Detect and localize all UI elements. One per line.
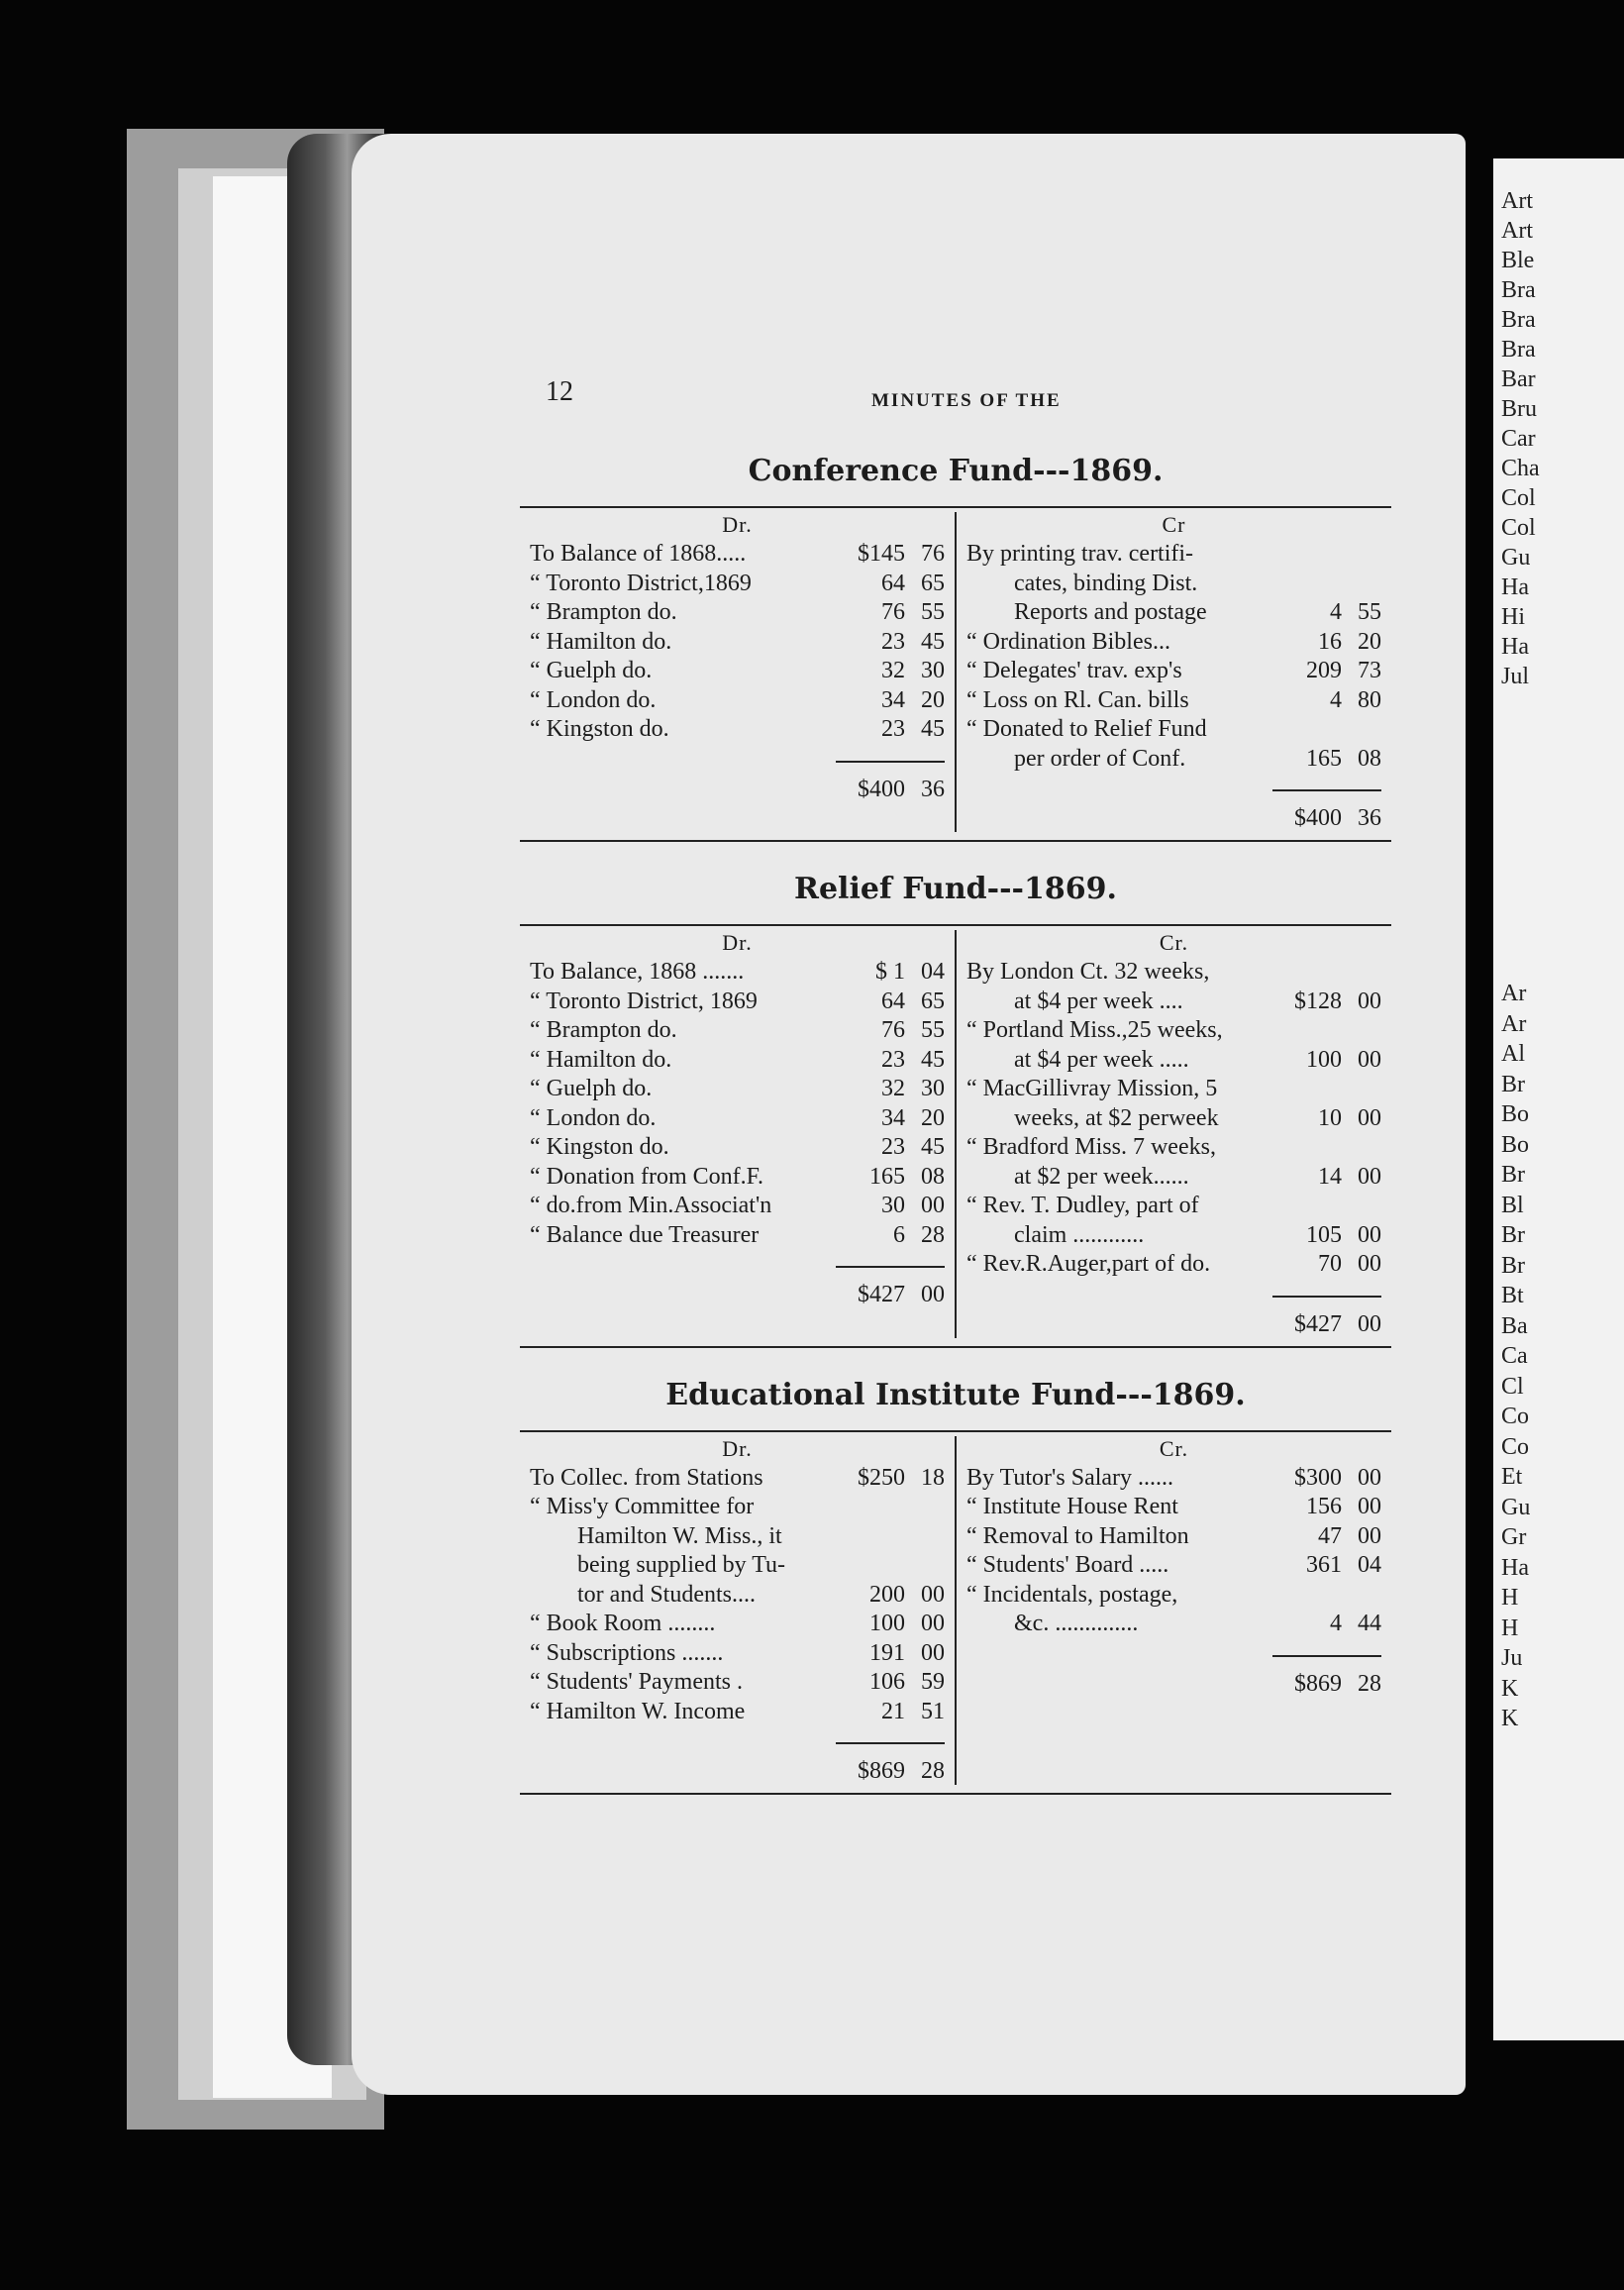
total-cents: 00	[1358, 1310, 1381, 1337]
entry-dollars: 200	[869, 1581, 905, 1608]
total-amount	[836, 761, 945, 803]
ledger-row	[966, 1610, 1381, 1639]
entry-cents: 45	[921, 716, 945, 742]
entry-dollars: $145	[858, 541, 905, 567]
facing-page-text: Co	[1501, 1433, 1530, 1460]
entry-description: By London Ct. 32 weeks,	[966, 959, 1210, 985]
facing-page-text: Art	[1501, 188, 1533, 214]
page-number: 12	[546, 376, 573, 407]
entry-cents: 00	[921, 1581, 945, 1608]
entry-description: “ Hamilton W. Income	[530, 1698, 746, 1724]
facing-page-text: Ju	[1501, 1645, 1523, 1671]
entry-description: at $4 per week ....	[1014, 988, 1183, 1014]
entry-cents: 20	[921, 1104, 945, 1131]
ledger-row	[966, 598, 1381, 628]
entry-cents: 00	[1358, 1522, 1381, 1549]
ledger-row	[530, 1668, 945, 1698]
facing-page-text: Bo	[1501, 1101, 1530, 1127]
facing-page-text: Bra	[1501, 307, 1536, 333]
facing-page-text: Br	[1501, 1222, 1525, 1248]
entry-dollars: 32	[881, 1076, 905, 1101]
total-dollars: $400	[858, 776, 905, 802]
total-amount	[1272, 1296, 1381, 1338]
ledger-row	[530, 715, 945, 745]
facing-page-text: Car	[1501, 426, 1536, 452]
cr-total	[966, 1649, 1381, 1698]
entry-cents: 45	[921, 628, 945, 655]
entry-description: “ Guelph do.	[530, 658, 653, 683]
entry-cents: 00	[1358, 1046, 1381, 1073]
total-dollars: $427	[1294, 1310, 1342, 1337]
facing-page-text: Col	[1501, 485, 1536, 511]
entry-dollars: 361	[1306, 1552, 1342, 1578]
fund-title: Educational Institute Fund---1869.	[665, 1377, 1246, 1412]
ledger-row	[530, 988, 945, 1017]
entry-cents: 59	[921, 1669, 945, 1695]
entry-description: per order of Conf.	[1014, 745, 1186, 772]
facing-page-text: Gu	[1501, 545, 1531, 571]
entry-dollars: 64	[881, 988, 905, 1014]
entry-dollars: 76	[881, 599, 905, 625]
entry-description: weeks, at $2 perweek	[1014, 1104, 1219, 1131]
ledger-row	[966, 686, 1381, 716]
entry-dollars: 10	[1318, 1104, 1342, 1131]
entry-cents: 00	[1358, 1104, 1381, 1131]
credit-column	[957, 930, 1391, 1338]
entry-description: “ Toronto District, 1869	[530, 988, 758, 1014]
entry-cents	[1342, 715, 1381, 745]
facing-page-text: Bt	[1501, 1283, 1524, 1308]
ledger-row	[530, 1016, 945, 1046]
facing-page-text: K	[1501, 1706, 1519, 1731]
dr-heading: Dr.	[722, 1435, 753, 1461]
ledger-row	[530, 686, 945, 716]
ledger-row	[966, 1522, 1381, 1552]
entry-dollars: 14	[1318, 1163, 1342, 1190]
entry-dollars	[1278, 1581, 1342, 1611]
entry-description: at $4 per week .....	[1014, 1046, 1189, 1073]
entry-cents: 04	[921, 959, 945, 985]
running-header	[520, 366, 1391, 416]
ledger-row	[966, 988, 1381, 1017]
entry-cents: 08	[921, 1163, 945, 1190]
entry-dollars: 30	[881, 1193, 905, 1218]
entry-description: “ Subscriptions .......	[530, 1639, 724, 1666]
entry-cents: 28	[921, 1221, 945, 1248]
dr-total	[530, 755, 945, 803]
ledger-row	[966, 1104, 1381, 1134]
entry-description: “ Kingston do.	[530, 1134, 669, 1160]
entry-description: “ Students' Payments .	[530, 1669, 743, 1695]
entry-cents: 00	[921, 1611, 945, 1636]
entry-description: &c. ..............	[1014, 1611, 1139, 1636]
entry-cents: 45	[921, 1134, 945, 1160]
ledger-row	[966, 958, 1381, 988]
entry-description: By printing trav. certifi-	[966, 541, 1194, 567]
entry-cents	[905, 1551, 945, 1581]
ledger-row	[530, 958, 945, 988]
total-cents: 36	[921, 776, 945, 802]
entry-dollars: 76	[881, 1017, 905, 1043]
facing-page-text: Bra	[1501, 337, 1536, 363]
total-amount	[1272, 789, 1381, 832]
ledger-row	[530, 1046, 945, 1076]
entry-dollars: 191	[869, 1639, 905, 1666]
total-dollars: $869	[858, 1758, 905, 1784]
facing-page-text: Col	[1501, 515, 1536, 541]
credit-column	[957, 1436, 1391, 1786]
entry-description: “ Hamilton do.	[530, 1046, 672, 1073]
entry-description: To Collec. from Stations	[530, 1464, 763, 1491]
entry-dollars: 23	[881, 716, 905, 742]
entry-cents: 08	[1358, 745, 1381, 772]
ledger-row	[966, 1075, 1381, 1104]
entry-dollars: 70	[1318, 1251, 1342, 1277]
entry-cents: 30	[921, 1076, 945, 1101]
total-dollars: $427	[858, 1282, 905, 1307]
total-dollars: $869	[1294, 1670, 1342, 1697]
cr-heading: Cr	[1162, 512, 1186, 537]
facing-page-text: Bl	[1501, 1192, 1524, 1218]
entry-cents	[1342, 1192, 1381, 1221]
entry-cents: 00	[1358, 1251, 1381, 1277]
entry-dollars: $300	[1294, 1464, 1342, 1491]
ledger-row	[966, 1192, 1381, 1221]
facing-page-text: Ar	[1501, 1010, 1527, 1037]
ledger-row	[530, 1221, 945, 1251]
ledger-row	[530, 1551, 945, 1581]
entry-dollars: 23	[881, 1134, 905, 1160]
entry-dollars: 4	[1330, 686, 1342, 713]
entry-cents: 20	[1358, 628, 1381, 655]
facing-page-text: Et	[1501, 1464, 1523, 1490]
ledger-row	[966, 745, 1381, 775]
entry-cents	[1342, 958, 1381, 988]
entry-dollars: 47	[1318, 1522, 1342, 1549]
ledger-row	[966, 715, 1381, 745]
entry-dollars: 34	[881, 686, 905, 713]
entry-dollars: 105	[1306, 1221, 1342, 1248]
entry-description: “ Kingston do.	[530, 716, 669, 742]
facing-page-text: Ha	[1501, 634, 1529, 660]
ledger-row	[966, 1493, 1381, 1522]
entry-cents: 65	[921, 988, 945, 1014]
total-amount	[836, 1742, 945, 1785]
facing-page-text: Art	[1501, 218, 1533, 244]
facing-page-text: Bo	[1501, 1131, 1530, 1158]
facing-page-text: Cl	[1501, 1373, 1524, 1400]
facing-page-text: Ca	[1501, 1343, 1528, 1369]
facing-page-text: Bra	[1501, 277, 1536, 303]
entry-cents: 18	[921, 1464, 945, 1491]
entry-description: By Tutor's Salary ......	[966, 1464, 1174, 1491]
dr-total	[530, 1260, 945, 1308]
entry-cents	[905, 1493, 945, 1522]
entry-dollars: 4	[1330, 599, 1342, 625]
entry-dollars: 32	[881, 658, 905, 683]
ledger-table	[520, 924, 1391, 1348]
entry-description: at $2 per week......	[1014, 1163, 1189, 1190]
entry-dollars	[1278, 570, 1342, 599]
entry-dollars: 21	[881, 1698, 905, 1724]
total-cents: 28	[921, 1758, 945, 1784]
entry-description: “ Miss'y Committee for	[530, 1494, 755, 1519]
entry-dollars: 23	[881, 628, 905, 655]
entry-cents: 65	[921, 570, 945, 596]
facing-page-text: H	[1501, 1585, 1519, 1611]
entry-cents: 30	[921, 658, 945, 683]
facing-page-text: Ble	[1501, 248, 1535, 273]
entry-description: “ Balance due Treasurer	[530, 1221, 760, 1248]
ledger-table	[520, 1430, 1391, 1796]
dr-total	[530, 1736, 945, 1785]
entry-cents: 00	[1358, 988, 1381, 1014]
entry-dollars: 156	[1306, 1494, 1342, 1519]
ledger-row	[530, 1464, 945, 1494]
facing-page-text: Ba	[1501, 1312, 1528, 1339]
facing-page-text: Jul	[1501, 664, 1530, 689]
ledger-row	[530, 657, 945, 686]
entry-dollars	[1278, 1133, 1342, 1163]
entry-cents: 55	[1358, 599, 1381, 625]
entry-description: “ Bradford Miss. 7 weeks,	[966, 1134, 1216, 1160]
entry-dollars: 34	[881, 1104, 905, 1131]
entry-cents: 76	[921, 541, 945, 567]
ledger-row	[966, 1016, 1381, 1046]
entry-description: cates, binding Dist.	[1014, 570, 1198, 596]
entry-dollars: $128	[1294, 988, 1342, 1014]
entry-description: “ London do.	[530, 1104, 657, 1131]
cr-heading: Cr.	[1159, 1435, 1189, 1461]
entry-description: Hamilton W. Miss., it	[577, 1522, 782, 1549]
facing-page-text: Hi	[1501, 604, 1525, 630]
cr-heading: Cr.	[1159, 930, 1189, 955]
ledger-row	[530, 598, 945, 628]
facing-page-text: Br	[1501, 1162, 1525, 1188]
entry-description: “ Donation from Conf.F.	[530, 1163, 764, 1190]
cr-total	[966, 783, 1381, 832]
dr-heading: Dr.	[722, 930, 753, 955]
entry-description: tor and Students....	[577, 1581, 756, 1608]
facing-page-text: Gu	[1501, 1494, 1531, 1520]
entry-dollars	[842, 1551, 905, 1581]
total-cents: 28	[1358, 1670, 1381, 1697]
entry-dollars	[842, 1522, 905, 1552]
entry-description: “ do.from Min.Associat'n	[530, 1193, 772, 1218]
entry-cents: 55	[921, 1017, 945, 1043]
entry-description: “ Rev.R.Auger,part of do.	[966, 1251, 1211, 1277]
entry-cents: 00	[921, 1639, 945, 1666]
entry-dollars: 6	[893, 1221, 905, 1248]
ledger-row	[966, 1221, 1381, 1251]
entry-description: “ Guelph do.	[530, 1076, 653, 1101]
entry-description: “ Ordination Bibles...	[966, 628, 1170, 655]
entry-cents: 45	[921, 1046, 945, 1073]
entry-cents: 55	[921, 599, 945, 625]
ledger-row	[530, 1493, 945, 1522]
ledger-row	[530, 1104, 945, 1134]
facing-page-text: Br	[1501, 1071, 1525, 1097]
ledger-row	[966, 1046, 1381, 1076]
entry-dollars: 209	[1306, 658, 1342, 683]
facing-page-text: Ar	[1501, 981, 1527, 1006]
page-content	[520, 366, 1391, 1795]
entry-dollars: $250	[858, 1464, 905, 1491]
entry-description: “ Rev. T. Dudley, part of	[966, 1193, 1199, 1218]
ledger-row	[966, 1551, 1381, 1581]
entry-cents	[1342, 1133, 1381, 1163]
cr-total	[966, 1290, 1381, 1338]
entry-cents	[1342, 1075, 1381, 1104]
entry-description: “ Donated to Relief Fund	[966, 716, 1207, 742]
ledger-row	[530, 540, 945, 570]
total-cents: 00	[921, 1282, 945, 1307]
entry-cents	[1342, 1016, 1381, 1046]
entry-description: To Balance of 1868.....	[530, 541, 747, 567]
total-amount	[836, 1266, 945, 1308]
fund-title: Relief Fund---1869.	[794, 872, 1117, 906]
dr-heading: Dr.	[722, 512, 753, 537]
entry-dollars	[1278, 958, 1342, 988]
ledger-row	[530, 1192, 945, 1221]
entry-dollars: 106	[869, 1669, 905, 1695]
facing-page-text: Cha	[1501, 456, 1540, 481]
facing-page-text: Ha	[1501, 574, 1529, 600]
entry-description: “ Students' Board .....	[966, 1552, 1169, 1578]
entry-dollars: 64	[881, 570, 905, 596]
entry-description: “ Toronto District,1869	[530, 570, 752, 596]
ledger-table	[520, 506, 1391, 842]
facing-page-text: Bar	[1501, 366, 1536, 392]
entry-description: “ London do.	[530, 686, 657, 713]
entry-cents: 73	[1358, 658, 1381, 683]
entry-cents: 44	[1358, 1611, 1381, 1636]
entry-dollars: $ 1	[875, 959, 905, 985]
entry-dollars: 23	[881, 1046, 905, 1073]
entry-dollars	[842, 1493, 905, 1522]
ledger-row	[966, 1464, 1381, 1494]
ledger-row	[530, 1639, 945, 1669]
ledger-row	[530, 570, 945, 599]
entry-description: “ Hamilton do.	[530, 628, 672, 655]
entry-description: “ Delegates' trav. exp's	[966, 658, 1182, 683]
facing-page-fragment	[1493, 158, 1624, 2040]
entry-dollars	[1278, 715, 1342, 745]
ledger-row	[530, 628, 945, 658]
total-cents: 36	[1358, 805, 1381, 831]
entry-cents: 00	[1358, 1221, 1381, 1248]
entry-cents: 00	[1358, 1494, 1381, 1519]
entry-dollars	[1278, 540, 1342, 570]
entry-dollars: 4	[1330, 1611, 1342, 1636]
entry-cents: 04	[1358, 1552, 1381, 1578]
entry-cents: 00	[1358, 1163, 1381, 1190]
entry-cents	[1342, 1581, 1381, 1611]
ledger-row	[966, 1133, 1381, 1163]
entry-dollars: 16	[1318, 628, 1342, 655]
entry-description: “ Institute House Rent	[966, 1494, 1178, 1519]
running-title: MINUTES OF THE	[871, 390, 1062, 411]
entry-cents: 51	[921, 1698, 945, 1724]
entry-dollars	[1278, 1075, 1342, 1104]
entry-cents: 00	[921, 1193, 945, 1218]
ledger-row	[966, 570, 1381, 599]
entry-dollars: 165	[1306, 745, 1342, 772]
entry-description: “ Brampton do.	[530, 1017, 677, 1043]
facing-page-text: Bru	[1501, 396, 1537, 422]
entry-description: “ Removal to Hamilton	[966, 1522, 1189, 1549]
ledger-row	[966, 657, 1381, 686]
entry-dollars	[1278, 1192, 1342, 1221]
entry-description: “ MacGillivray Mission, 5	[966, 1076, 1218, 1101]
debit-column	[520, 1436, 957, 1786]
ledger-row	[530, 1522, 945, 1552]
facing-page-text: Co	[1501, 1404, 1530, 1429]
ledger-row	[966, 1581, 1381, 1611]
facing-page-text: Al	[1501, 1041, 1525, 1067]
ledger-row	[966, 1250, 1381, 1280]
entry-dollars: 165	[869, 1163, 905, 1190]
facing-page-text: H	[1501, 1614, 1519, 1641]
entry-cents	[905, 1522, 945, 1552]
entry-dollars: 100	[1306, 1046, 1342, 1073]
debit-column	[520, 512, 957, 832]
entry-cents: 20	[921, 686, 945, 713]
fund-title: Conference Fund---1869.	[748, 454, 1164, 488]
ledger-row	[966, 628, 1381, 658]
entry-cents	[1342, 570, 1381, 599]
ledger-row	[966, 1163, 1381, 1193]
debit-column	[520, 930, 957, 1338]
facing-page-text: Ha	[1501, 1554, 1529, 1581]
total-dollars: $400	[1294, 805, 1342, 831]
facing-page-text: Br	[1501, 1252, 1525, 1279]
ledger-row	[530, 1698, 945, 1727]
entry-description: To Balance, 1868 .......	[530, 959, 745, 985]
ledger-row	[530, 1133, 945, 1163]
entry-description: “ Book Room ........	[530, 1611, 716, 1636]
facing-page-text: Gr	[1501, 1524, 1527, 1550]
ledger-row	[530, 1075, 945, 1104]
entry-description: “ Brampton do.	[530, 599, 677, 625]
entry-description: claim ............	[1014, 1221, 1145, 1248]
entry-description: “ Portland Miss.,25 weeks,	[966, 1017, 1223, 1043]
entry-cents: 00	[1358, 1464, 1381, 1491]
ledger-row	[530, 1610, 945, 1639]
total-amount	[1272, 1655, 1381, 1698]
entry-description: being supplied by Tu-	[577, 1552, 786, 1578]
facing-page-text: K	[1501, 1675, 1519, 1702]
entry-dollars	[1278, 1016, 1342, 1046]
entry-description: “ Incidentals, postage,	[966, 1581, 1178, 1608]
entry-dollars: 100	[869, 1611, 905, 1636]
ledger-row	[530, 1163, 945, 1193]
entry-description: “ Loss on Rl. Can. bills	[966, 686, 1189, 713]
ledger-row	[966, 540, 1381, 570]
entry-cents	[1342, 540, 1381, 570]
entry-description: Reports and postage	[1014, 599, 1207, 625]
fund-accounts	[520, 454, 1391, 1795]
ledger-row	[530, 1581, 945, 1611]
credit-column	[957, 512, 1391, 832]
entry-cents: 80	[1358, 686, 1381, 713]
